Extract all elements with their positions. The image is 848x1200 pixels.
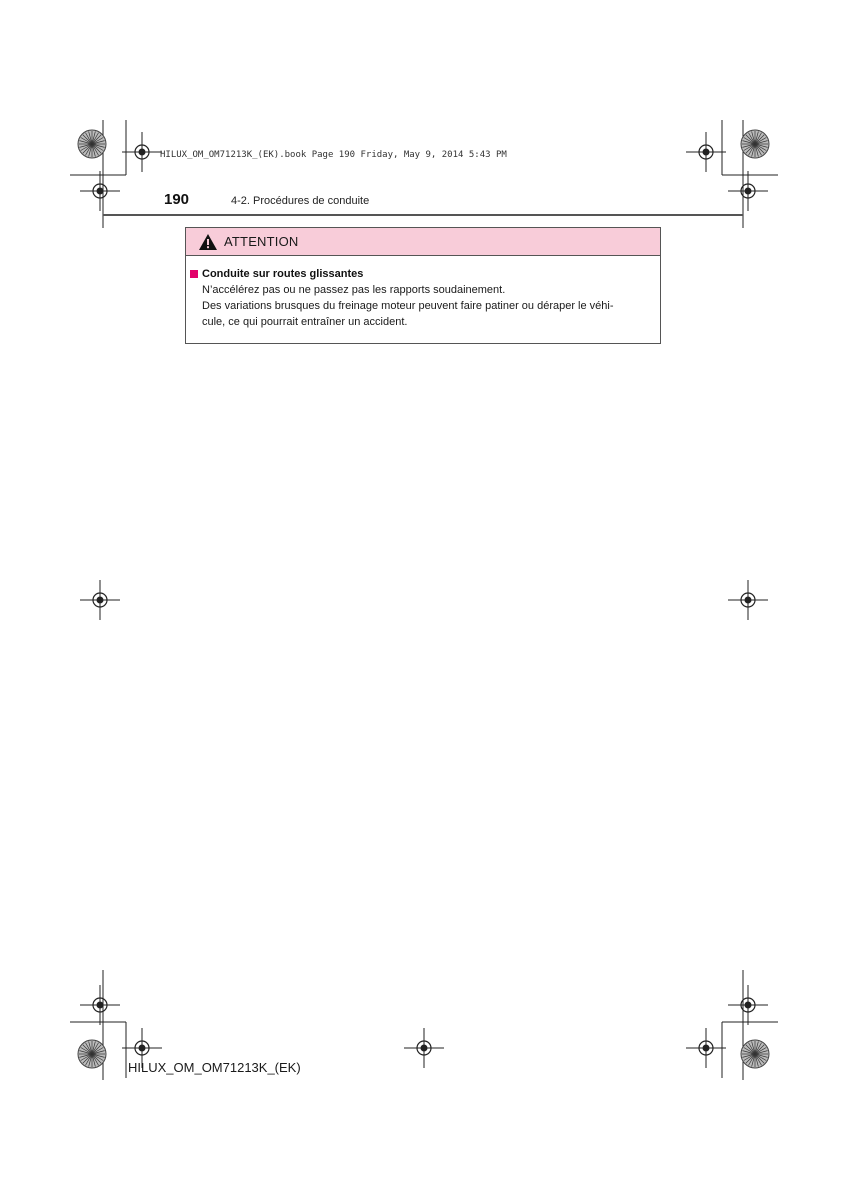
attention-title: ATTENTION (224, 234, 299, 249)
footer-code: HILUX_OM_OM71213K_(EK) (128, 1060, 301, 1075)
subheading: Conduite sur routes glissantes (202, 268, 364, 280)
warning-triangle-icon (198, 233, 218, 251)
bullet-square-icon (190, 270, 198, 278)
registration-mark (745, 188, 752, 195)
body-line: N’accélérez pas ou ne passez pas les rapports soudainement. (202, 284, 506, 296)
header-rule (103, 214, 743, 216)
registration-mark (97, 597, 104, 604)
body-line: cule, ce qui pourrait entraîner un accident. (202, 316, 408, 328)
print-info: HILUX_OM_OM71213K_(EK).book Page 190 Friday, May 9, 2014 5:43 PM (160, 150, 507, 160)
registration-mark (139, 1045, 146, 1052)
registration-mark (97, 1002, 104, 1009)
registration-mark (703, 1045, 710, 1052)
attention-box (185, 227, 661, 344)
registration-mark (745, 1002, 752, 1009)
registration-mark (139, 149, 146, 156)
attention-body (186, 256, 660, 330)
registration-mark (97, 188, 104, 195)
attention-header (186, 228, 660, 256)
page-number: 190 (164, 191, 190, 208)
section-title: 4-2. Procédures de conduite (231, 195, 370, 207)
registration-mark (703, 149, 710, 156)
registration-mark (421, 1045, 428, 1052)
registration-mark (745, 597, 752, 604)
subheading-row (190, 266, 650, 282)
body-line: Des variations brusques du freinage moteur peuvent faire patiner ou déraper le véhi- (202, 300, 614, 312)
